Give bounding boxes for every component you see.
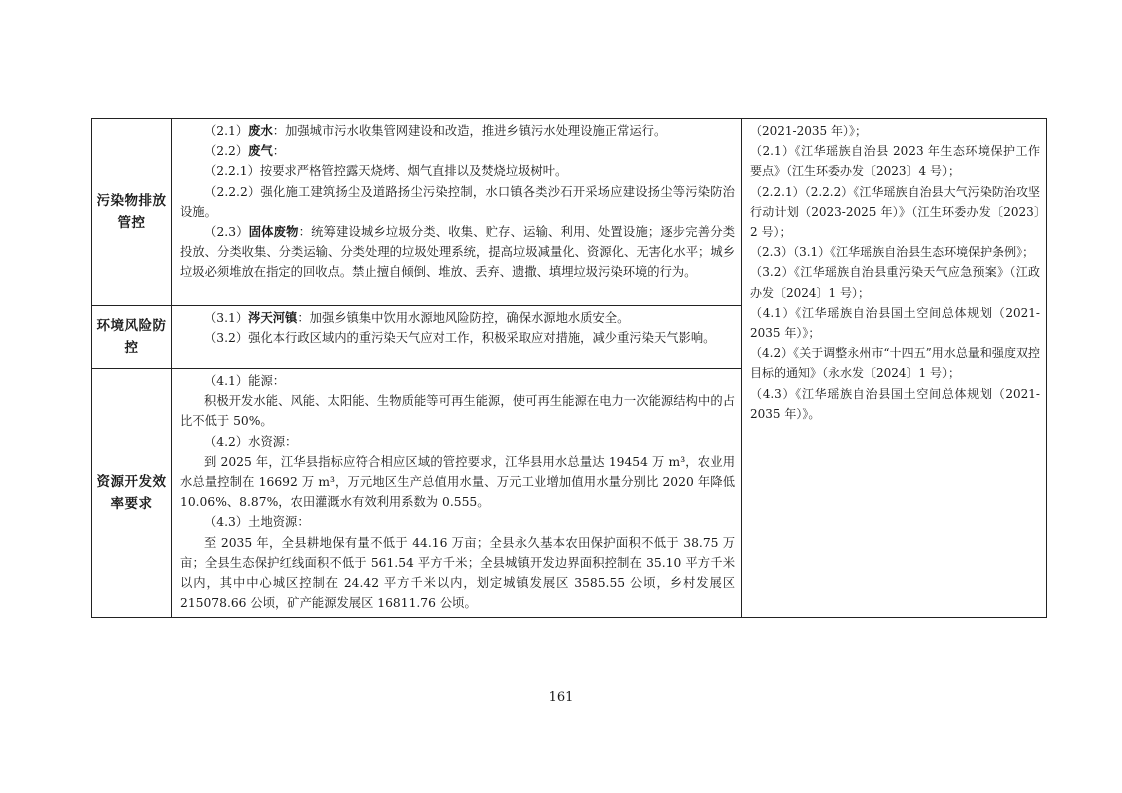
basis-item: （4.2）《关于调整永州市“十四五”用水总量和强度双控目标的通知》（永水发〔2024〕1 号）； [750,346,1040,381]
clause-number: （2.3） [204,225,249,240]
requirement-paragraphs [180,371,735,613]
requirement-paragraph [180,432,735,452]
basis-item: （4.1）《江华瑶族自治县国土空间总体规划（2021-2035 年）》； [750,305,1040,341]
requirement-paragraphs [180,121,735,283]
requirement-paragraph [180,533,735,614]
clause-text: 水资源： [248,434,298,449]
requirement-paragraph [180,222,735,283]
category-cell: 污染物排放管控 [92,119,172,306]
requirements-table [91,118,1047,618]
clause-number: （2.1） [204,124,249,138]
clause-text: 至 2035 年，全县耕地保有量不低于 44.16 万亩；全县永久基本农田保护面积不低于 38.75 万亩；全县生态保护红线面积不低于 561.54 平方千米；全县城镇开发边界面积控制在 35.10 平方千米以内，其中中心城区控制在 24.42 平方千米以内，划定城镇发展区 3585.55 公顷，乡村发展区 215078.66 公顷，矿产能源发展区 16811.76 公顷。 [180,535,735,611]
requirement-paragraph [180,182,735,222]
clause-text: 土地资源： [248,515,310,530]
requirement-cell [172,369,742,618]
requirement-cell [172,119,742,306]
clause-heading: 涔天河镇 [248,310,298,325]
clause-text: 积极开发水能、风能、太阳能、生物质能等可再生能源，使可再生能源在电力一次能源结构中的占比不低于 50%。 [180,394,735,429]
basis-item: （2021-2035 年）》； [750,124,867,138]
requirement-paragraph [180,371,735,391]
requirement-paragraph [180,141,735,161]
clause-number: （2.2.2） [204,184,261,199]
clause-number: （4.2） [204,434,249,449]
basis-item: （2.1）《江华瑶族自治县 2023 年生态环境保护工作要点》（江生环委办发〔2023〕4 号）； [750,144,1040,179]
basis-list [750,121,1040,424]
category-cell: 资源开发效率要求 [92,369,172,618]
page-number: 161 [548,690,574,705]
requirement-paragraph [180,161,735,181]
clause-number: （2.2.1） [204,164,260,179]
clause-heading: 固体废物 [248,224,299,240]
clause-text: 能源： [248,374,286,388]
basis-item: （2.2.1）（2.2.2）《江华瑶族自治县大气污染防治攻坚行动计划（2023-2025 年）》（江生环委办发〔2023〕2 号）； [750,184,1040,240]
basis-item: （4.3）《江华瑶族自治县国土空间总体规划（2021-2035 年）》。 [750,386,1040,421]
table-row-pollution [92,119,1047,306]
requirement-paragraph [180,512,735,532]
requirement-paragraph [180,328,735,348]
clause-number: （4.3） [204,515,249,530]
requirement-paragraph [180,308,735,328]
requirement-paragraph [180,452,735,513]
clause-text: ：统筹建设城乡垃圾分类、收集、贮存、运输、利用、处置设施；逐步完善分类投放、分类收集、分类运输、分类处理的垃圾处理系统，提高垃圾减量化、资源化、无害化水平；城乡垃圾必须堆放在指定的回收点。禁止擅自倾倒、堆放、丢弃、遗撒、填埋垃圾污染环境的行为。 [180,225,735,280]
clause-number: （2.2） [204,144,249,159]
clause-text: ：加强乡镇集中饮用水源地风险防控，确保水源地水质安全。 [297,311,630,325]
basis-item: （3.2）《江华瑶族自治县重污染天气应急预案》（江政办发〔2024〕1 号）； [750,265,1040,300]
clause-text: 强化本行政区域内的重污染天气应对工作，积极采取应对措施，减少重污染天气影响。 [248,331,716,346]
basis-cell [742,119,1047,618]
clause-text: ：加强城市污水收集管网建设和改造，推进乡镇污水处理设施正常运行。 [272,124,667,138]
requirement-paragraph [180,391,735,431]
clause-text: 按要求严格管控露天烧烤、烟气直排以及焚烧垃圾树叶。 [259,164,568,179]
clause-text: 强化施工建筑扬尘及道路扬尘污染控制，水口镇各类沙石开采场应建设扬尘等污染防治设施。 [180,184,735,219]
clause-number: （4.1） [204,374,249,388]
clause-heading: 废气 [248,143,273,159]
category-cell: 环境风险防控 [92,306,172,369]
requirement-paragraph [180,121,735,141]
clause-number: （3.1） [204,311,249,325]
requirement-paragraphs [180,308,735,348]
clause-text: ： [272,144,286,159]
clause-text: 到 2025 年，江华县指标应符合相应区域的管控要求，江华县用水总量达 19454 万 m³，农业用水总量控制在 16692 万 m³，万元地区生产总值用水量、万元工业增加值用水量分别比 2020 年降低 10.06%、8.87%，农田灌溉水有效利用系数为 0.555。 [180,454,735,510]
requirement-cell [172,306,742,369]
basis-item: （2.3）（3.1）《江华瑶族自治县生态环境保护条例》； [750,245,1035,260]
clause-number: （3.2） [204,331,249,346]
clause-heading: 废水 [248,123,273,138]
